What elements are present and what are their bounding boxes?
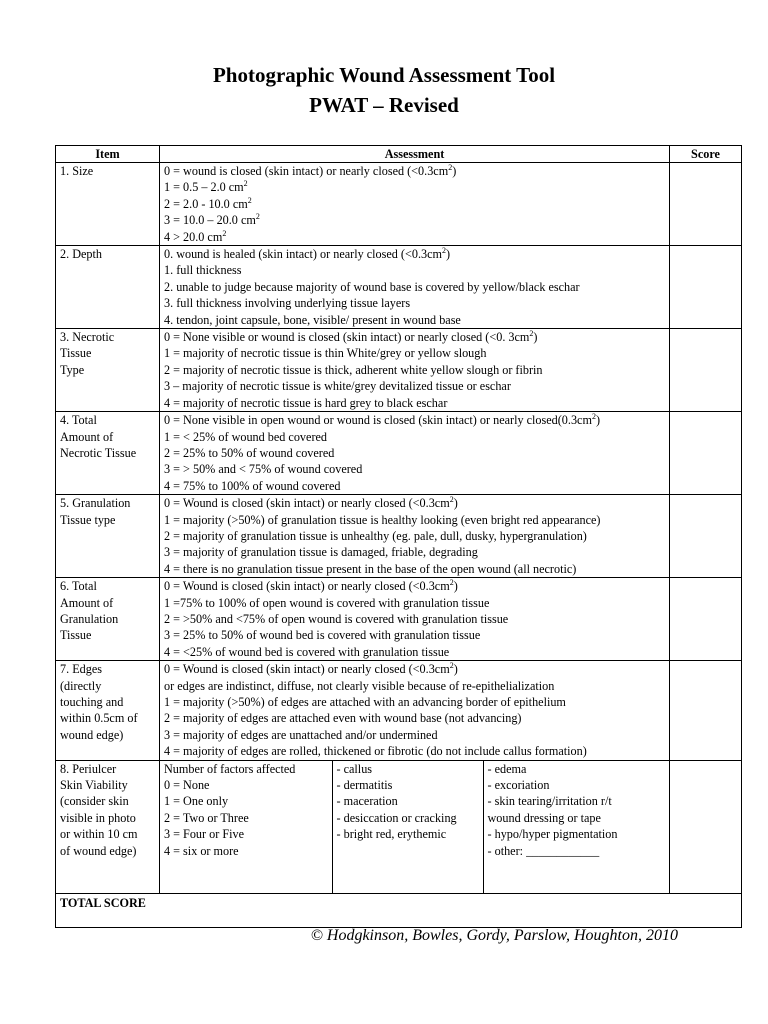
factors-list-a-line: - desiccation or cracking [336,810,457,825]
assessment-cell [160,329,670,412]
assessment-line: 2. unable to judge because majority of wound base is covered by yellow/black eschar [164,279,580,294]
score-cell[interactable] [670,495,742,578]
factors-list-b [483,761,670,893]
assessment-cell [160,246,670,329]
assessment-line: 0 = None visible or wound is closed (skin intact) or nearly closed (<0. $3cm^2$) [164,329,538,345]
assessment-line: 1 = majority (>50%) of edges are attached with an advancing border of epithelium [164,695,566,709]
table-row [56,163,742,246]
assessment-line: 4 = there is no granulation tissue present in the base of the open wound (all necrotic) [164,561,577,576]
table-row [56,329,742,412]
item-label: 6. Total Amount of Granulation Tissue [56,578,160,661]
assessment-line: or edges are indistinct, diffuse, not clearly visible because of re-epithelialization [164,678,555,693]
factors-list-a-line: - maceration [336,794,398,809]
page-subtitle: PWAT – Revised [309,93,459,117]
header-item: Item [56,146,160,163]
page-title: Photographic Wound Assessment Tool [212,63,556,87]
copyright: © Hodgkinson, Bowles, Gordy, Parslow, Houghton, 2010 [310,927,678,944]
assessment-line: 2 = majority of necrotic tissue is thick, adherent white yellow slough or fibrin [164,362,543,377]
assessment-line: 4 = 75% to 100% of wound covered [164,478,341,493]
factors-list-b-line: - hypo/hyper pigmentation [487,827,618,842]
factors-count-line: 4 = six or more [164,843,239,858]
assessment-line: 1. full thickness [164,263,242,278]
score-cell[interactable] [670,760,742,893]
table-row [56,760,742,893]
assessment-line: 2 = 25% to 50% of wound covered [164,445,335,460]
assessment-line: 3 = majority of granulation tissue is damaged, friable, degrading [164,545,478,560]
item-label: 1. Size [56,163,160,246]
score-cell[interactable] [670,578,742,661]
factors-list-b-line: - edema [487,761,527,776]
item-label: 8. Periulcer Skin Viability (consider skin visible in photo or within 10 cm of wound edge) [56,760,160,893]
score-cell[interactable] [670,163,742,246]
assessment-line: 1 = 0.5 – 2.0 $cm^2$ [164,179,248,195]
periulcer-subtable [160,761,670,893]
total-row [56,893,742,927]
table-row [56,661,742,760]
item-label: 7. Edges (directly touching and within 0.5cm of wound edge) [56,661,160,760]
header-score: Score [670,146,742,163]
score-cell[interactable] [670,329,742,412]
assessment-line: 1 = majority (>50%) of granulation tissue is healthy looking (even bright red appearance) [164,512,601,527]
score-cell[interactable] [670,412,742,495]
item-label: 5. Granulation Tissue type [56,495,160,578]
factors-count-line: 3 = Four or Five [164,827,244,842]
factors-list-a-line: - callus [336,761,373,776]
assessment-line: 1 = < 25% of wound bed covered [164,429,328,444]
assessment-line: 0 = wound is closed (skin intact) or nearly closed $(<0.3cm^2)$ [164,163,457,178]
assessment-line: 3 – majority of necrotic tissue is white/grey devitalized tissue or eschar [164,379,511,394]
assessment-cell [160,412,670,495]
assessment-line: 1 = majority of necrotic tissue is thin White/grey or yellow slough [164,346,487,361]
factors-count [160,761,332,893]
assessment-line: 3 = 10.0 – 20.0 $cm^2$ [164,212,260,228]
factors-list-a-line: - bright red, erythemic [336,827,447,842]
assessment-line: 3 = 25% to 50% of wound bed is covered with granulation tissue [164,628,481,643]
assessment-line: 1 =75% to 100% of open wound is covered with granulation tissue [164,595,490,610]
table-row [56,578,742,661]
score-cell[interactable] [670,246,742,329]
header-row [56,146,742,163]
assessment-line: 3 = > 50% and < 75% of wound covered [164,462,363,477]
table-body [56,163,742,928]
periulcer-cell [160,760,670,893]
assessment-line: 4. tendon, joint capsule, bone, visible/ present in wound base [164,312,461,327]
item-label: 4. Total Amount of Necrotic Tissue [56,412,160,495]
factors-count-line: 1 = One only [164,794,229,809]
factors-list-b-line: - skin tearing/irritation r/t [487,794,612,809]
factors-list-b-line: - excoriation [487,778,550,793]
factors-list-b-line: wound dressing or tape [487,810,601,825]
table-row [56,412,742,495]
assessment-line: 4 = majority of necrotic tissue is hard grey to black eschar [164,395,448,410]
assessment-line: 0 = Wound is closed (skin intact) or nearly closed $(<0.3cm^2)$ [164,495,458,511]
score-cell[interactable] [670,661,742,760]
table-row [56,495,742,578]
table-row [56,246,742,329]
assessment-line: 2 = >50% and <75% of open wound is covered with granulation tissue [164,611,509,626]
header-assessment: Assessment [160,146,670,163]
item-label: 3. Necrotic Tissue Type [56,329,160,412]
assessment-line: 0. wound is healed (skin intact) or nearly closed $(<0.3cm^2)$ [164,246,451,262]
factors-count-line: Number of factors affected [164,761,296,776]
assessment-line: 3 = majority of edges are unattached and/or undermined [164,727,438,742]
assessment-line: 4 > 20.0 $cm^2$ [164,228,227,244]
factors-count-line: 0 = None [164,778,210,793]
factors-list-b-line: - other: ____________ [487,843,600,858]
assessment-line: 0 = Wound is closed (skin intact) or nearly closed $(<0.3cm^2)$ [164,578,458,594]
assessment-table [55,145,742,928]
item-label: 2. Depth [56,246,160,329]
assessment-line: 2 = majority of granulation tissue is unhealthy (eg. pale, dull, dusky, hypergranulation) [164,528,587,543]
assessment-line: 3. full thickness involving underlying tissue layers [164,296,411,311]
assessment-cell [160,661,670,760]
assessment-line: 2 = 2.0 - 10.0 $cm^2$ [164,195,252,211]
assessment-line: 4 = <25% of wound bed is covered with granulation tissue [164,644,450,659]
total-score-label: TOTAL SCORE [56,893,742,927]
assessment-line: 2 = majority of edges are attached even with wound base (not advancing) [164,711,522,726]
factors-list-a [332,761,483,893]
assessment-line: 4 = majority of edges are rolled, thickened or fibrotic (do not include callus formation) [164,744,587,759]
assessment-cell [160,495,670,578]
assessment-cell [160,163,670,246]
factors-list-a-line: - dermatitis [336,778,393,793]
assessment-line: 0 = Wound is closed (skin intact) or nearly closed $(<0.3cm^2)$ [164,661,458,677]
assessment-line: 0 = None visible in open wound or wound is closed (skin intact) or nearly $closed(0.3cm^2)$ [164,412,600,428]
assessment-cell [160,578,670,661]
factors-count-line: 2 = Two or Three [164,810,249,825]
